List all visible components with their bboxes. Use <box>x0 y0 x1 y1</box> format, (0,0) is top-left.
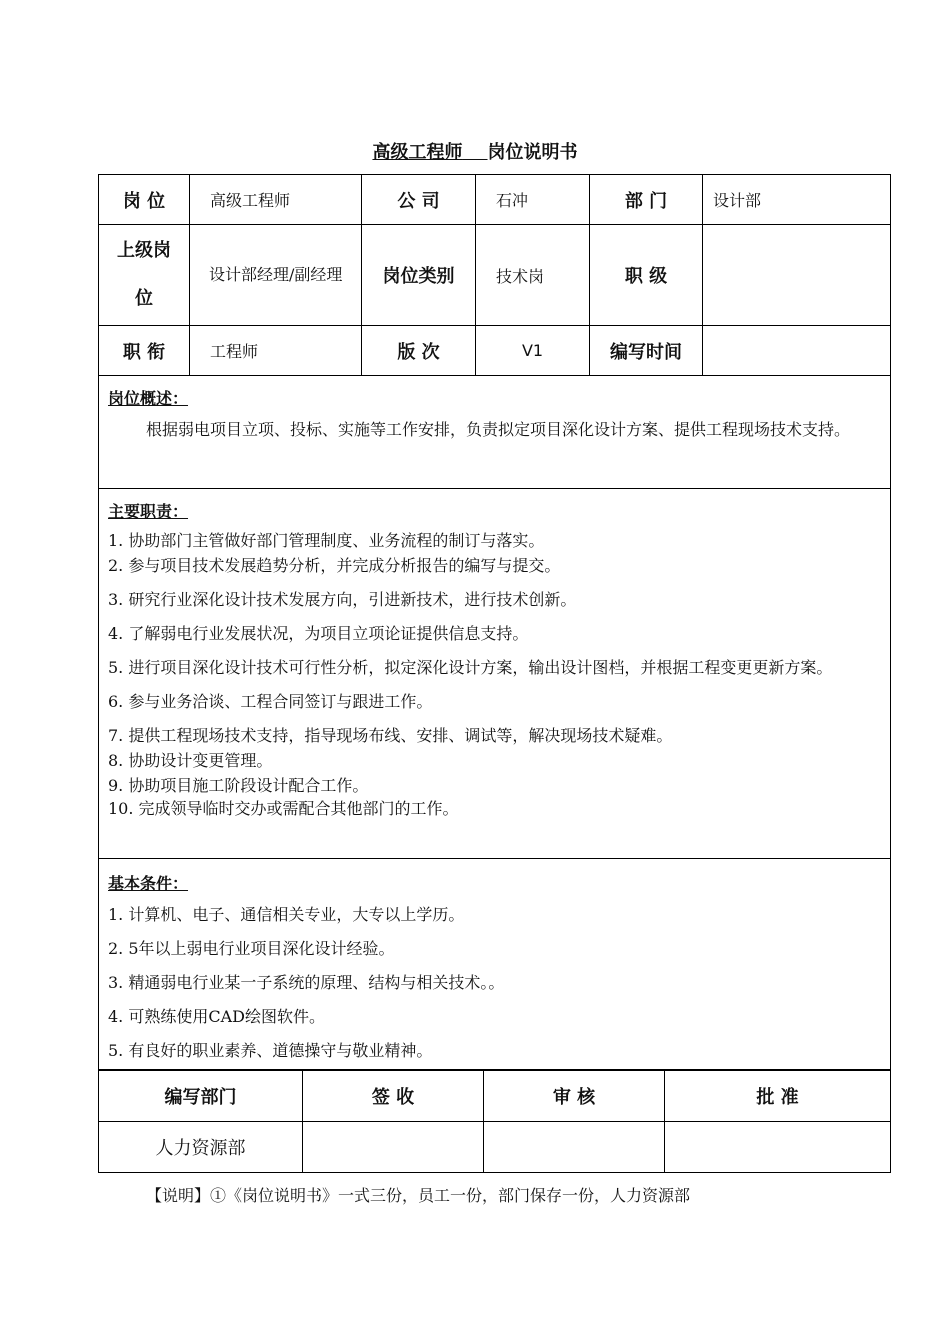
superior-label: 上级岗位 <box>99 225 190 326</box>
duty-item: 4. 了解弱电行业发展状况，为项目立项论证提供信息支持。 <box>108 624 529 643</box>
duties-heading: 主要职责： <box>108 502 189 521</box>
requirement-item: 1. 计算机、电子、通信相关专业，大专以上学历。 <box>108 905 465 924</box>
category-value: 技术岗 <box>476 225 590 326</box>
duty-item: 6. 参与业务洽谈、工程合同签订与跟进工作。 <box>108 692 433 711</box>
duties-section <box>99 489 891 859</box>
written-time-value <box>703 326 891 376</box>
level-label: 职 级 <box>590 225 703 326</box>
superior-value: 设计部经理/副经理 <box>190 225 362 326</box>
overview-text: 根据弱电项目立项、投标、实施等工作安排，负责拟定项目深化设计方案、提供工程现场技术支持。 <box>146 420 851 439</box>
duty-item: 3. 研究行业深化设计技术发展方向，引进新技术，进行技术创新。 <box>108 590 577 609</box>
requirement-item: 3. 精通弱电行业某一子系统的原理、结构与相关技术。。 <box>108 973 505 992</box>
requirements-section <box>99 859 891 1070</box>
duty-item: 2. 参与项目技术发展趋势分析，并完成分析报告的编写与提交。 <box>108 556 561 575</box>
title-suffix: 岗位说明书 <box>487 142 578 163</box>
duty-item: 5. 进行项目深化设计技术可行性分析，拟定深化设计方案，输出设计图档，并根据工程变更更新方案。 <box>108 658 833 677</box>
signoff-header-review: 审 核 <box>484 1071 665 1122</box>
rank-label: 职 衔 <box>99 326 190 376</box>
company-value: 石冲 <box>476 175 590 225</box>
footnote: 【说明】①《岗位说明书》一式三份，员工一份，部门保存一份，人力资源部 <box>146 1186 691 1205</box>
overview-heading: 岗位概述： <box>108 389 189 408</box>
dept-label: 部 门 <box>590 175 703 225</box>
signoff-approve-value <box>665 1122 891 1173</box>
dept-value: 设计部 <box>703 175 891 225</box>
duty-item: 9. 协助项目施工阶段设计配合工作。 <box>108 776 369 795</box>
position-label: 岗 位 <box>99 175 190 225</box>
position-value: 高级工程师 <box>190 175 362 225</box>
duty-item: 7. 提供工程现场技术支持，指导现场布线、安排、调试等，解决现场技术疑难。 <box>108 726 673 745</box>
requirement-item: 2. 5年以上弱电行业项目深化设计经验。 <box>108 939 395 958</box>
signoff-header-approve: 批 准 <box>665 1071 891 1122</box>
document-title <box>0 138 950 164</box>
duty-item: 8. 协助设计变更管理。 <box>108 751 273 770</box>
level-value <box>703 225 891 326</box>
duty-item: 10. 完成领导临时交办或需配合其他部门的工作。 <box>108 799 459 818</box>
signoff-header-receipt: 签 收 <box>303 1071 484 1122</box>
duty-item: 1. 协助部门主管做好部门管理制度、业务流程的制订与落实。 <box>108 531 545 550</box>
written-time-label: 编写时间 <box>590 326 703 376</box>
signoff-table <box>98 1070 891 1173</box>
requirement-item: 4. 可熟练使用CAD绘图软件。 <box>108 1007 325 1026</box>
requirement-item: 5. 有良好的职业素养、道德操守与敬业精神。 <box>108 1041 433 1060</box>
category-label: 岗位类别 <box>362 225 476 326</box>
signoff-author-dept-value: 人力资源部 <box>99 1122 303 1173</box>
overview-section <box>99 376 891 489</box>
version-label: 版 次 <box>362 326 476 376</box>
signoff-header-author-dept: 编写部门 <box>99 1071 303 1122</box>
signoff-receipt-value <box>303 1122 484 1173</box>
company-label: 公 司 <box>362 175 476 225</box>
requirements-heading: 基本条件： <box>108 874 189 893</box>
title-job-name: 高级工程师 <box>372 142 463 163</box>
signoff-review-value <box>484 1122 665 1173</box>
job-description-table <box>98 174 891 1070</box>
version-value: V1 <box>476 326 590 376</box>
rank-value: 工程师 <box>190 326 362 376</box>
